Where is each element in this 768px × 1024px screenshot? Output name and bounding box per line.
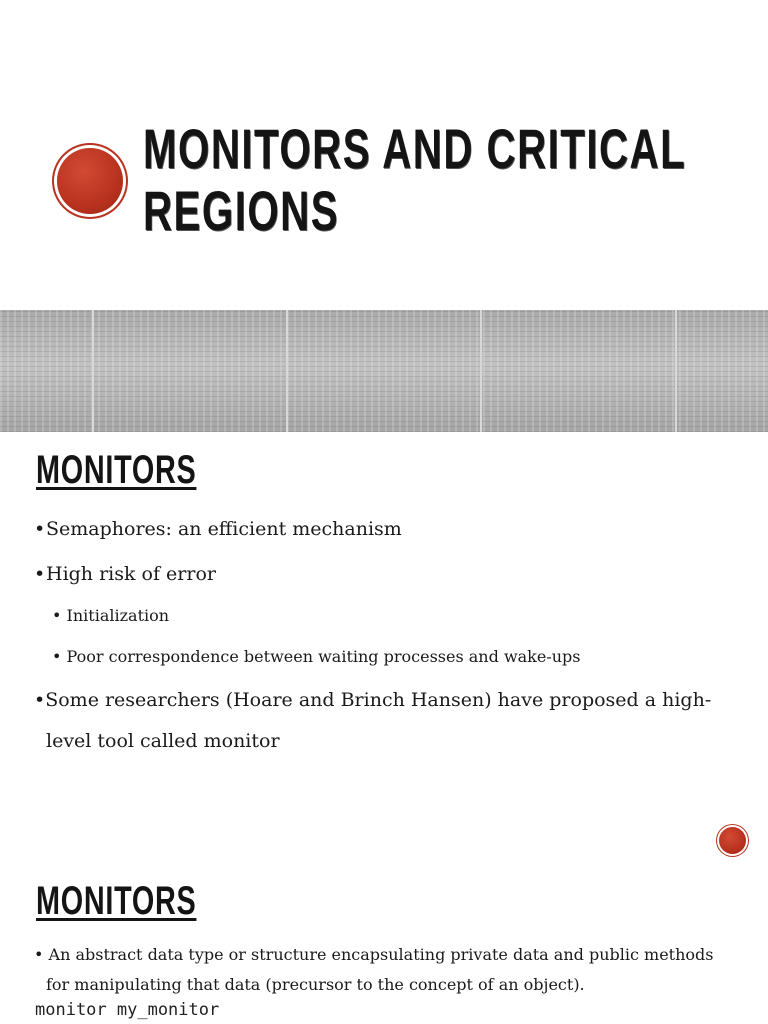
band-seam: [480, 310, 482, 432]
bullet-text: High risk of error: [46, 563, 216, 585]
section-heading: MONITORS: [36, 879, 197, 923]
slide-title-line-2: REGIONS: [143, 179, 340, 242]
code-line: monitor my_monitor: [35, 1000, 220, 1020]
decorative-circle-icon: [719, 827, 746, 854]
bullet-icon: •: [34, 518, 46, 540]
bullet-text: Semaphores: an efficient mechanism: [46, 518, 402, 540]
bullet-item: [34, 940, 764, 1000]
bullet-icon: •: [52, 647, 62, 666]
band-seam: [286, 310, 288, 432]
section-heading: MONITORS: [36, 448, 197, 492]
bullet-icon: •: [34, 689, 46, 711]
bullet-text-line-2: level tool called monitor: [46, 730, 280, 752]
slide-title-line-1: MONITORS AND CRITICAL: [143, 117, 687, 180]
sub-bullet-text: Poor correspondence between waiting processes and wake-ups: [66, 647, 581, 666]
decorative-circle-icon: [57, 148, 123, 214]
bullet-text-line-1: Some researchers (Hoare and Brinch Hansen) have proposed a high-: [45, 689, 712, 711]
band-seam: [92, 310, 94, 432]
bullet-text-line-2: for manipulating that data (precursor to the concept of an object).: [46, 975, 585, 994]
bullet-text-line-1: An abstract data type or structure encapsulating private data and public methods: [48, 945, 714, 964]
texture-band: [0, 310, 768, 432]
sub-bullet-text: Initialization: [66, 606, 170, 625]
band-seam: [675, 310, 677, 432]
bullet-icon: •: [34, 945, 44, 964]
bullet-item: [34, 509, 758, 549]
bullet-icon: •: [52, 606, 62, 625]
sub-bullet-item: [52, 646, 581, 668]
slide-title: [143, 117, 687, 242]
bullet-item: [34, 680, 758, 762]
bullet-item: [34, 554, 758, 594]
sub-bullet-item: [52, 605, 169, 627]
bullet-icon: •: [34, 563, 46, 585]
